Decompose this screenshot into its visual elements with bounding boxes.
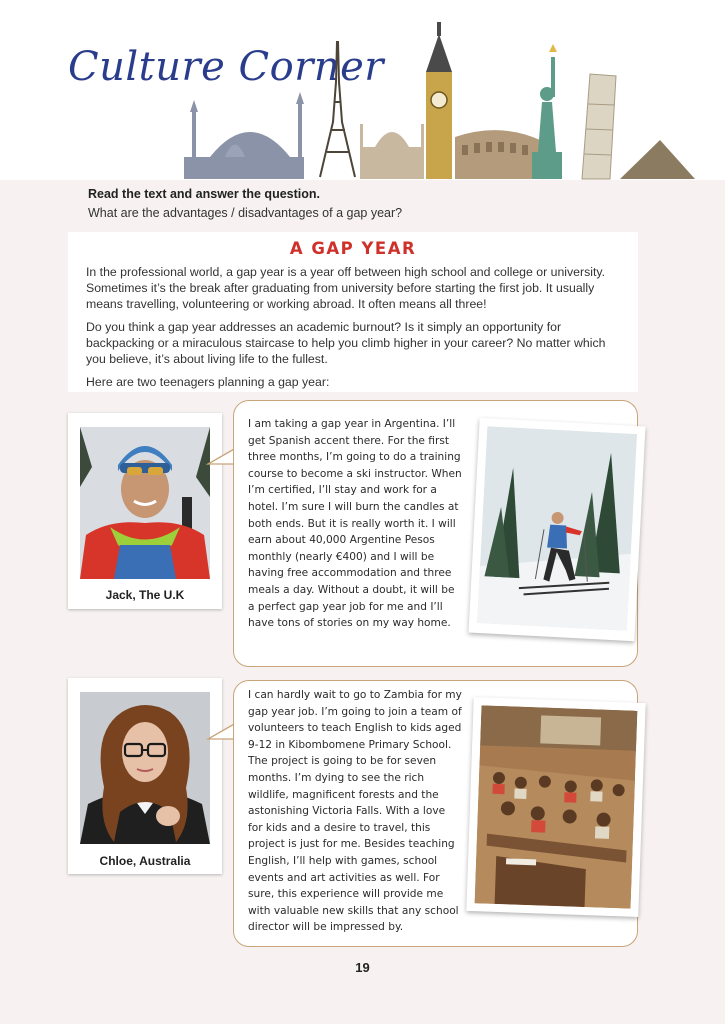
chloe-story-text: I can hardly wait to go to Zambia for my gap year job. I’m going to join a team of volunteers to teach English to kids aged 9-12 in Kibombomene Primary School. The project is going to be for seven months. I’m dying to see the rich wildlife, magnificent forests and the astonishing Victoria Falls. With a love for kids and a desire to travel, this project is just for me. Besides teaching English, I’ll help with games, school events and art activities as well. For sure, this experience will provide me with valuable new skills that any school director will be impressed by.	[248, 689, 462, 934]
article-title: A GAP YEAR	[289, 239, 417, 258]
question-text: What are the advantages / disadvantages of a gap year?	[88, 206, 403, 220]
section-title: Culture Corner	[68, 44, 384, 90]
instruction-text: Read the text and answer the question.	[88, 187, 320, 201]
jack-portrait-photo	[80, 427, 210, 579]
profile-card-chloe	[68, 678, 222, 874]
ski-photo-frame	[468, 418, 645, 641]
article-box	[68, 232, 638, 392]
header-banner	[0, 0, 725, 180]
classroom-photo	[475, 705, 638, 908]
chloe-portrait-photo	[80, 692, 210, 844]
article-paragraph: Do you think a gap year addresses an academic burnout? Is it simply an opportunity for backpacking or a miraculous staircase to help you climb higher in your career? No matter which you believe, it’s about living life to the fullest.	[86, 320, 606, 366]
profile-caption: Chloe, Australia	[99, 854, 191, 868]
article-paragraph: In the professional world, a gap year is a year off between high school and college or university. Sometimes it’s the break after graduating from university before starting the first job. It usually means travelling, volunteering or working abroad. It often means all three!	[86, 265, 606, 311]
page-number: 19	[355, 960, 370, 975]
landmarks-skyline-illustration	[170, 12, 695, 180]
jack-story-text: I am taking a gap year in Argentina. I’ll get Spanish accent there. For the first three months, I’m going to do a training course to become a ski instructor. When I’m certified, I’ll stay and work for a hotel. I’m sure I will burn the candles at both ends. But it is really worth it. I will earn about 40,000 Argentine Pesos monthly (nearly €400) and I will be having free accommodation and three meals a day. Without a doubt, it will be a perfect gap year job for me and I’ll have tons of stories on my way home.	[248, 418, 462, 630]
profile-caption: Jack, The U.K	[105, 588, 185, 602]
profile-card-jack	[68, 413, 222, 609]
skiing-photo	[477, 426, 637, 631]
article-paragraph: Here are two teenagers planning a gap year:	[86, 375, 330, 389]
classroom-photo-frame	[466, 697, 645, 917]
